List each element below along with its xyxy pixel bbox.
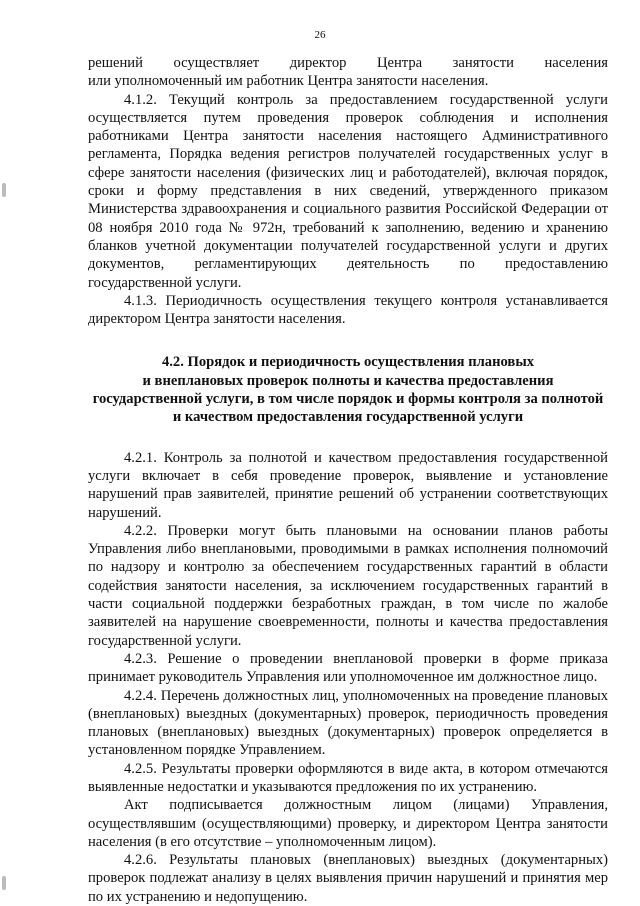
section-title-line: и внеплановых проверок полноты и качества предоставления [142,372,554,389]
paragraph-4-2-6: 4.2.6. Результаты плановых (внеплановых) выездных (документарных) проверок подлежат анализу в целях выявления причин нарушений и принятия мер по их устранению и недопущению. [88,852,608,905]
paragraph-4-2-4: 4.2.4. Перечень должностных лиц, уполномоченных на проведение плановых (внеплановых) выездных (документарных) проверок, периодичность проведения плановых (внеплановых) выездных (документарных) проверок определяется в установленном порядке Управлением. [88,687,608,759]
paragraph-continuation: решений осуществляет директор Центра занятости населения [88,55,608,71]
punch-hole-mark [2,183,6,197]
paragraph-4-2-1: 4.2.1. Контроль за полнотой и качеством предоставления государственной услуги включает в себя проведение проверок, выявление и установление нарушений прав заявителей, принятие решений об устранении соответствующих нарушений. [88,449,608,521]
paragraph-4-2-2: 4.2.2. Проверки могут быть плановыми на основании планов работы Управления либо внеплановыми, проводимыми в рамках исполнения полномочий по надзору и контролю за обеспечением государственных гарантий в области содействия занятости населения, за исключением государственных гарантий в части социальной поддержки безработных граждан, в том числе по жалобе заявителей на нарушение своевременности, полноты и качества предоставления государственной услуги. [88,522,608,649]
section-title-4-2 [88,353,608,426]
punch-hole-mark [2,876,6,890]
section-title-line: и качеством предоставления государственной услуги [172,409,524,426]
paragraph-act-signing: Акт подписывается должностным лицом (лицами) Управления, осуществлявшим (осуществляющими) проверку, и директором Центра занятости населения (в его отсутствие – уполномоченным лицом). [88,797,608,850]
section-title-line: государственной услуги, в том числе порядок и формы контроля за полнотой [92,391,604,408]
paragraph-4-2-5: 4.2.5. Результаты проверки оформляются в виде акта, в котором отмечаются выявленные недостатки и указываются предложения по их устранению. [88,760,608,795]
paragraph-4-1-2: 4.1.2. Текущий контроль за предоставлением государственной услуги осуществляется путем проведения проверок соблюдения и исполнения работниками Центра занятости населения настоящего Административного регламента, Порядка ведения регистров получателей государственных услуг в сфере занятости населения (физических лиц и работодателей), включая порядок, сроки и форму представления в них сведений, утвержденного приказом Министерства здравоохранения и социального развития Российской Федерации от 08 ноября 2010 года № 972н, требований к заполнению, ведению и хранению бланков учетной документации получателей государственной услуги и других документов, регламентирующих деятельность по предоставлению государственной услуги. [88,91,608,291]
paragraph-4-2-3: 4.2.3. Решение о проведении внеплановой проверки в форме приказа принимает руководитель Управления или уполномоченное им должностное лицо. [88,650,608,686]
section-title-line: 4.2. Порядок и периодичность осуществления плановых [161,354,535,371]
paragraph-4-1-3: 4.1.3. Периодичность осуществления текущего контроля устанавливается директором Центра занятости населения. [88,292,608,328]
paragraph-continuation-end: или уполномоченный им работник Центра занятости населения. [88,73,489,90]
document-body [88,54,608,906]
page-number: 26 [314,29,326,41]
